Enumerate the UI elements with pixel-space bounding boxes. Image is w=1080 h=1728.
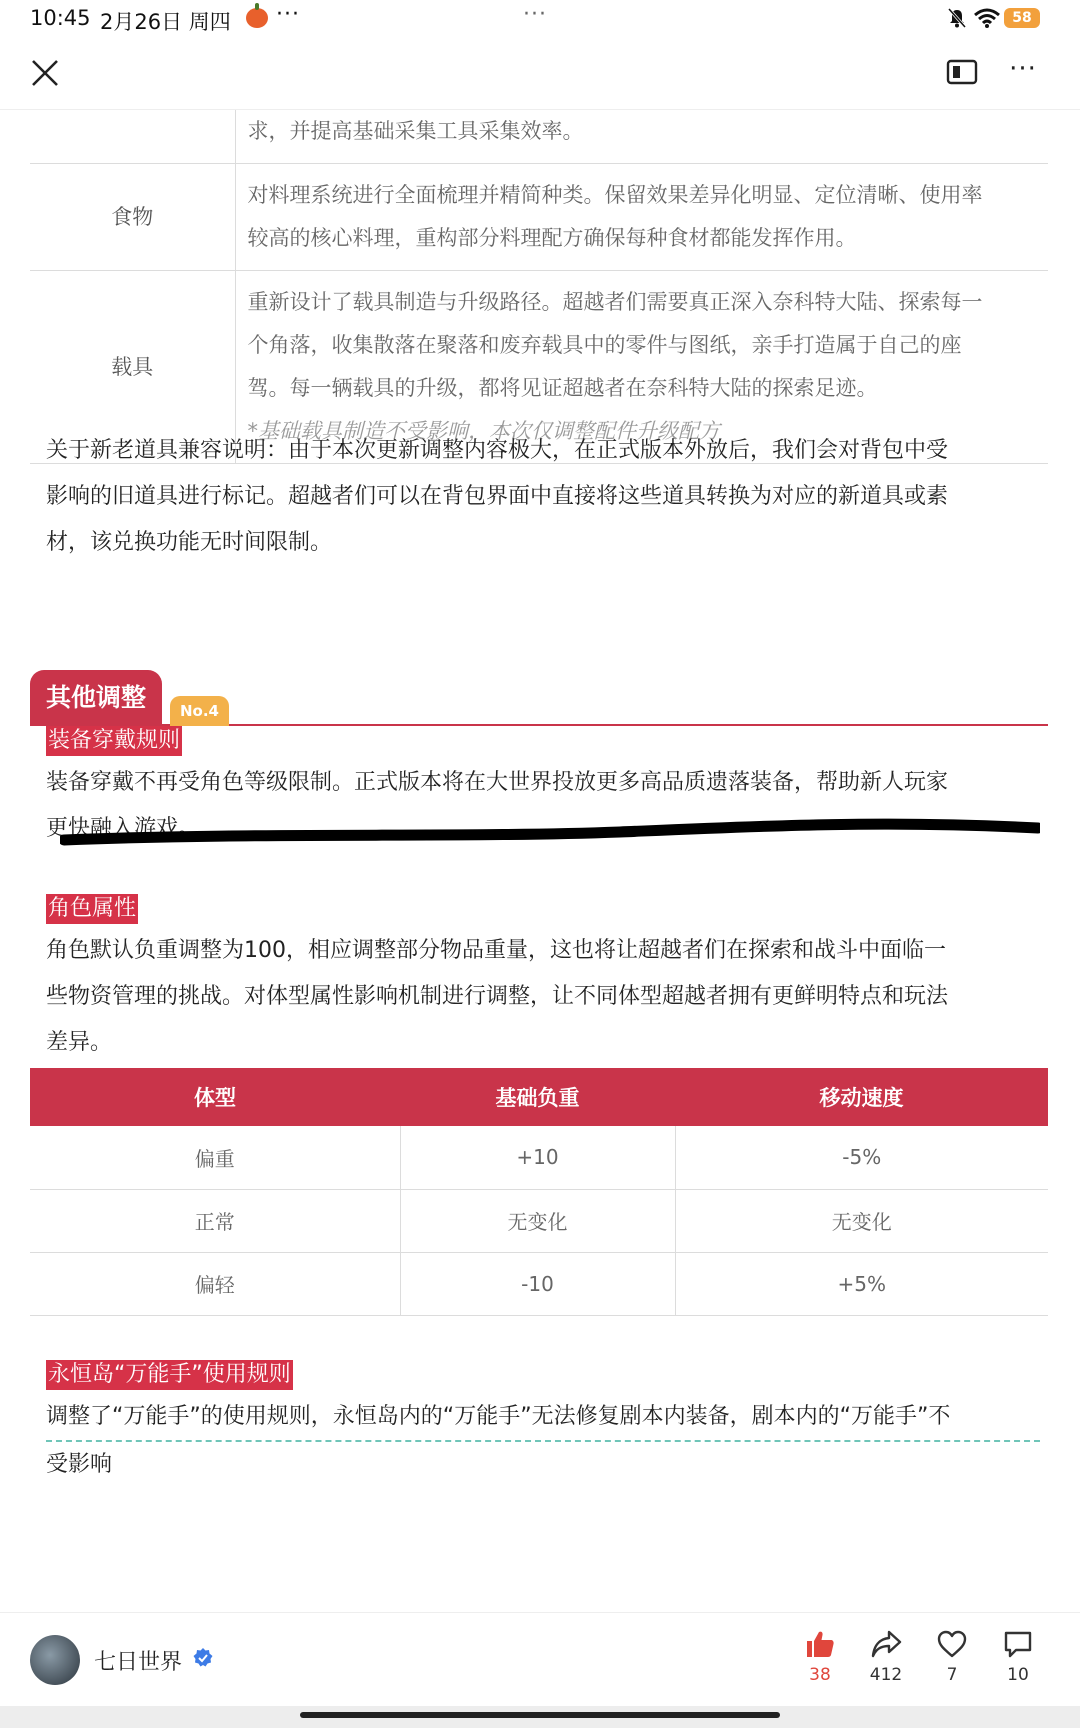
favorite-count: 7: [946, 1665, 958, 1685]
status-date: 2月26日 周四: [100, 10, 231, 34]
paragraph-line: 角色默认负重调整为100，相应调整部分物品重量，这也将让超越者们在探索和战斗中面临一: [46, 938, 946, 963]
desc-line: 较高的核心料理，重构部分料理配方确保每种食材都能发挥作用。: [247, 226, 857, 250]
table-cell: 偏轻: [30, 1252, 400, 1315]
island-heading: 永恒岛“万能手”使用规则: [46, 1360, 293, 1390]
body-type-table: [30, 1068, 1048, 1316]
table-row: [30, 110, 1048, 164]
bottom-action-bar: [0, 1612, 1080, 1710]
section-badge: No.4: [170, 696, 229, 726]
table-cell-category: 载具: [30, 271, 235, 464]
paragraph-line: 些物资管理的挑战。对体型属性影响机制进行调整，让不同体型超越者拥有更鲜明特点和玩法: [46, 984, 949, 1009]
desc-line: 重新设计了载具制造与升级路径。超越者们需要真正深入奈科特大陆、探索每一: [247, 290, 983, 314]
table-cell-category: 食物: [30, 164, 235, 271]
table-cell: -10: [400, 1252, 675, 1315]
desc-line: 对料理系统进行全面梳理并精简种类。保留效果差异化明显、定位清晰、使用率: [247, 183, 983, 207]
wifi-icon: [974, 8, 1000, 28]
table-cell: 正常: [30, 1189, 400, 1252]
table-row: [30, 1252, 1048, 1315]
table-header-row: [30, 1068, 1048, 1126]
thumbs-up-icon: [804, 1629, 836, 1659]
table-row: [30, 1126, 1048, 1189]
table-cell: -5%: [675, 1126, 1048, 1189]
table-cell: +5%: [675, 1252, 1048, 1315]
section-title: 其他调整: [30, 670, 162, 726]
table-cell: 求，并提高基础采集工具采集效率。: [235, 110, 1048, 164]
paragraph-line: 关于新老道具兼容说明：由于本次更新调整内容极大，在正式版本外放后，我们会对背包中受: [46, 438, 949, 463]
attr-heading: 角色属性: [46, 894, 138, 924]
desc-line: 个角落，收集散落在聚落和废弃载具中的零件与图纸，亲手打造属于自己的座: [247, 333, 962, 357]
compat-paragraph: [46, 428, 1040, 566]
battery-indicator: 58: [1004, 8, 1040, 28]
desc-line: 驾。每一辆载具的升级，都将见证超越者在奈科特大陆的探索足迹。: [247, 376, 878, 400]
status-time: 10:45: [30, 6, 91, 30]
table-row: [30, 1189, 1048, 1252]
island-paragraph: [46, 1394, 1040, 1488]
status-more-icon: ···: [276, 2, 300, 27]
table-cell-description: [235, 164, 1048, 271]
like-count: 38: [809, 1665, 831, 1685]
table-cell: +10: [400, 1126, 675, 1189]
author-name[interactable]: 七日世界: [94, 1650, 183, 1675]
table-cell: 无变化: [400, 1189, 675, 1252]
paragraph-line: 材，该兑换功能无时间限制。: [46, 530, 333, 555]
share-icon: [870, 1629, 902, 1659]
table-cell: 无变化: [675, 1189, 1048, 1252]
comment-icon: [1002, 1629, 1034, 1659]
heart-icon: [936, 1629, 968, 1659]
share-button[interactable]: [858, 1629, 914, 1685]
like-button[interactable]: [792, 1629, 848, 1685]
comment-button[interactable]: [990, 1629, 1046, 1685]
hand-drawn-underline: [60, 810, 1040, 850]
desc-note: *基础载具制造不受影响，本次仅调整配件升级配方: [247, 419, 720, 443]
paragraph-line: 调整了“万能手”的使用规则，永恒岛内的“万能手”无法修复剧本内装备，剧本内的“万能手”不: [46, 1394, 1040, 1442]
favorite-button[interactable]: [924, 1629, 980, 1685]
paragraph-line: 差异。: [46, 1030, 113, 1055]
more-options-icon[interactable]: ···: [1009, 54, 1037, 84]
comment-count: 10: [1007, 1665, 1029, 1685]
table-cell: 偏重: [30, 1126, 400, 1189]
table-cell: [30, 110, 235, 164]
share-count: 412: [869, 1665, 903, 1685]
table-row: [30, 164, 1048, 271]
paragraph-line: 更快融入游戏。: [46, 816, 201, 841]
paragraph-line: 影响的旧道具进行标记。超越者们可以在背包界面中直接将这些道具转换为对应的新道具或素: [46, 484, 949, 509]
mute-icon: [948, 8, 966, 28]
article-content: [0, 110, 1080, 1612]
window-handle-icon[interactable]: ···: [523, 2, 547, 27]
top-nav: [0, 38, 1080, 110]
verified-badge-icon: [193, 1648, 213, 1668]
split-view-icon[interactable]: [946, 58, 978, 86]
status-bar: [0, 0, 1080, 38]
equip-heading: 装备穿戴规则: [46, 726, 182, 756]
paragraph-line: 受影响: [46, 1452, 113, 1477]
paragraph-line: 装备穿戴不再受角色等级限制。正式版本将在大世界投放更多高品质遗落装备，帮助新人玩家: [46, 770, 949, 795]
home-indicator[interactable]: [300, 1712, 780, 1718]
table-header: 移动速度: [675, 1068, 1048, 1126]
item-changes-table: [30, 110, 1048, 464]
section-header: [30, 670, 1048, 726]
table-header: 体型: [30, 1068, 400, 1126]
attr-paragraph: [46, 928, 1040, 1066]
close-icon[interactable]: [28, 56, 62, 90]
pumpkin-icon: [246, 8, 268, 28]
author-avatar[interactable]: [30, 1635, 80, 1685]
table-header: 基础负重: [400, 1068, 675, 1126]
